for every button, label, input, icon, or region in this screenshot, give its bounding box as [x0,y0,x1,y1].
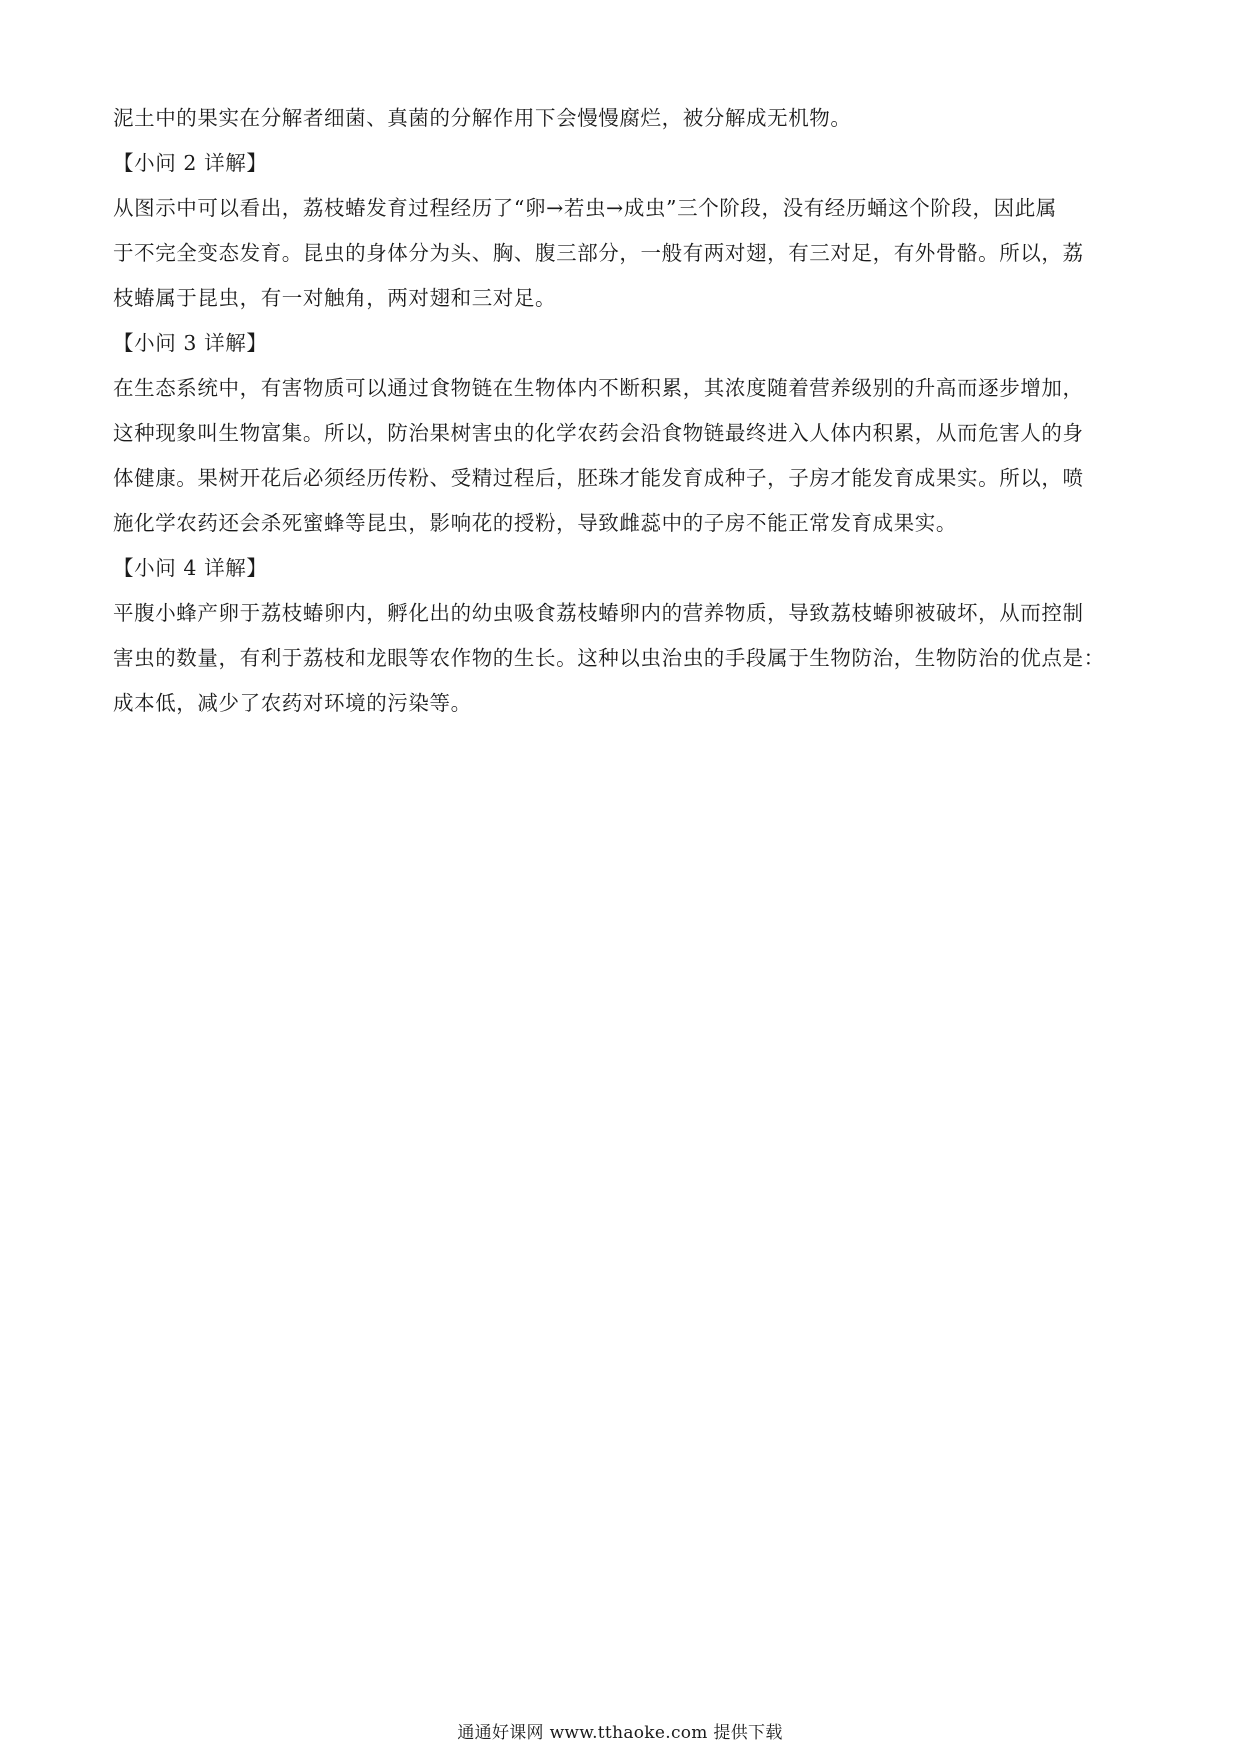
page-footer: 通通好课网 www.tthaoke.com 提供下载 [457,1723,783,1743]
text-line: 这种现象叫生物富集。所以，防治果树害虫的化学农药会沿食物链最终进入人体内积累，从而危害人的身 [113,421,1084,445]
section-paragraph-q3 [113,366,1127,546]
section-paragraph-q4 [113,591,1127,726]
text-line: 泥土中的果实在分解者细菌、真菌的分解作用下会慢慢腐烂，被分解成无机物。 [113,106,852,130]
section-paragraph-q2 [113,186,1127,321]
section-heading-q3: 【小问 3 详解】 [113,331,268,355]
text-line: 平腹小蜂产卵于荔枝蝽卵内，孵化出的幼虫吸食荔枝蝽卵内的营养物质，导致荔枝蝽卵被破坏，从而控制 [113,601,1084,625]
document-body [113,96,1127,726]
text-line: 于不完全变态发育。昆虫的身体分为头、胸、腹三部分，一般有两对翅，有三对足，有外骨骼。所以，荔 [113,241,1084,265]
text-line: 成本低，减少了农药对环境的污染等。 [113,691,472,715]
section-heading-q2: 【小问 2 详解】 [113,151,268,175]
intro-paragraph [113,96,1127,141]
text-line: 在生态系统中，有害物质可以通过食物链在生物体内不断积累，其浓度随着营养级别的升高而逐步增加， [113,376,1084,400]
text-line: 枝蝽属于昆虫，有一对触角，两对翅和三对足。 [113,286,557,310]
text-line: 从图示中可以看出，荔枝蝽发育过程经历了“卵→若虫→成虫”三个阶段，没有经历蛹这个阶段，因此属 [113,196,1057,220]
text-line: 体健康。果树开花后必须经历传粉、受精过程后，胚珠才能发育成种子，子房才能发育成果实。所以，喷 [113,466,1084,490]
text-line: 施化学农药还会杀死蜜蜂等昆虫，影响花的授粉，导致雌蕊中的子房不能正常发育成果实。 [113,511,957,535]
section-heading-q4: 【小问 4 详解】 [113,556,268,580]
text-line: 害虫的数量，有利于荔枝和龙眼等农作物的生长。这种以虫治虫的手段属于生物防治，生物防治的优点是： [113,646,1105,670]
